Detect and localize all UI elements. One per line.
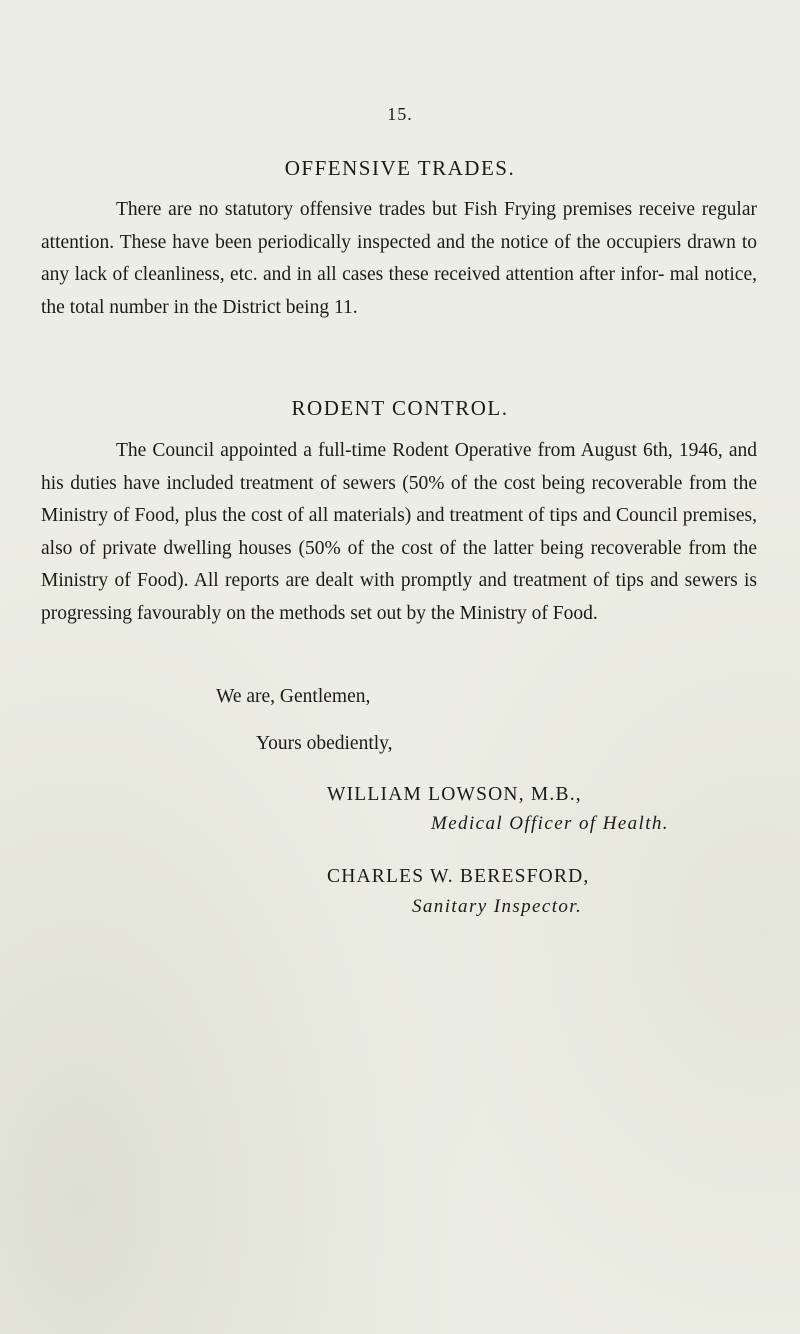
section-heading-offensive-trades: OFFENSIVE TRADES.: [284, 156, 516, 180]
closing-valediction: Yours obediently,: [256, 733, 393, 754]
page-number: 15.: [387, 104, 413, 124]
section-body-rodent-control: The Council appointed a full-time Rodent Operative from August 6th, 1946, and his duties have included treatment of sewers (50% of the cost being recoverable from the Ministry of Food, plus the cost of all materials) and treatment of tips and Council premises, also of private dwelling houses (50% of the cost of the latter being recoverable from the Ministry of Food). All reports are dealt with promptly and treatment of tips and sewers is progressing favourably on the methods set out by the Ministry of Food.: [41, 440, 757, 624]
closing-salutation: We are, Gentlemen,: [216, 686, 371, 707]
signatory-title-1: Medical Officer of Health.: [431, 813, 669, 834]
section-body-offensive-trades: There are no statutory offensive trades but Fish Frying premises receive regular attention. These have been periodically inspected and the notice of the occupiers drawn to any lack of cleanliness, etc. and in all cases these received attention after infor- mal notice, the total number in the District being 11.: [41, 199, 757, 318]
section-heading-rodent-control: RODENT CONTROL.: [291, 396, 509, 420]
signatory-name-2: CHARLES W. BERESFORD,: [327, 866, 590, 887]
signatory-name-1: WILLIAM LOWSON, M.B.,: [327, 784, 582, 805]
signatory-title-2: Sanitary Inspector.: [412, 896, 583, 917]
